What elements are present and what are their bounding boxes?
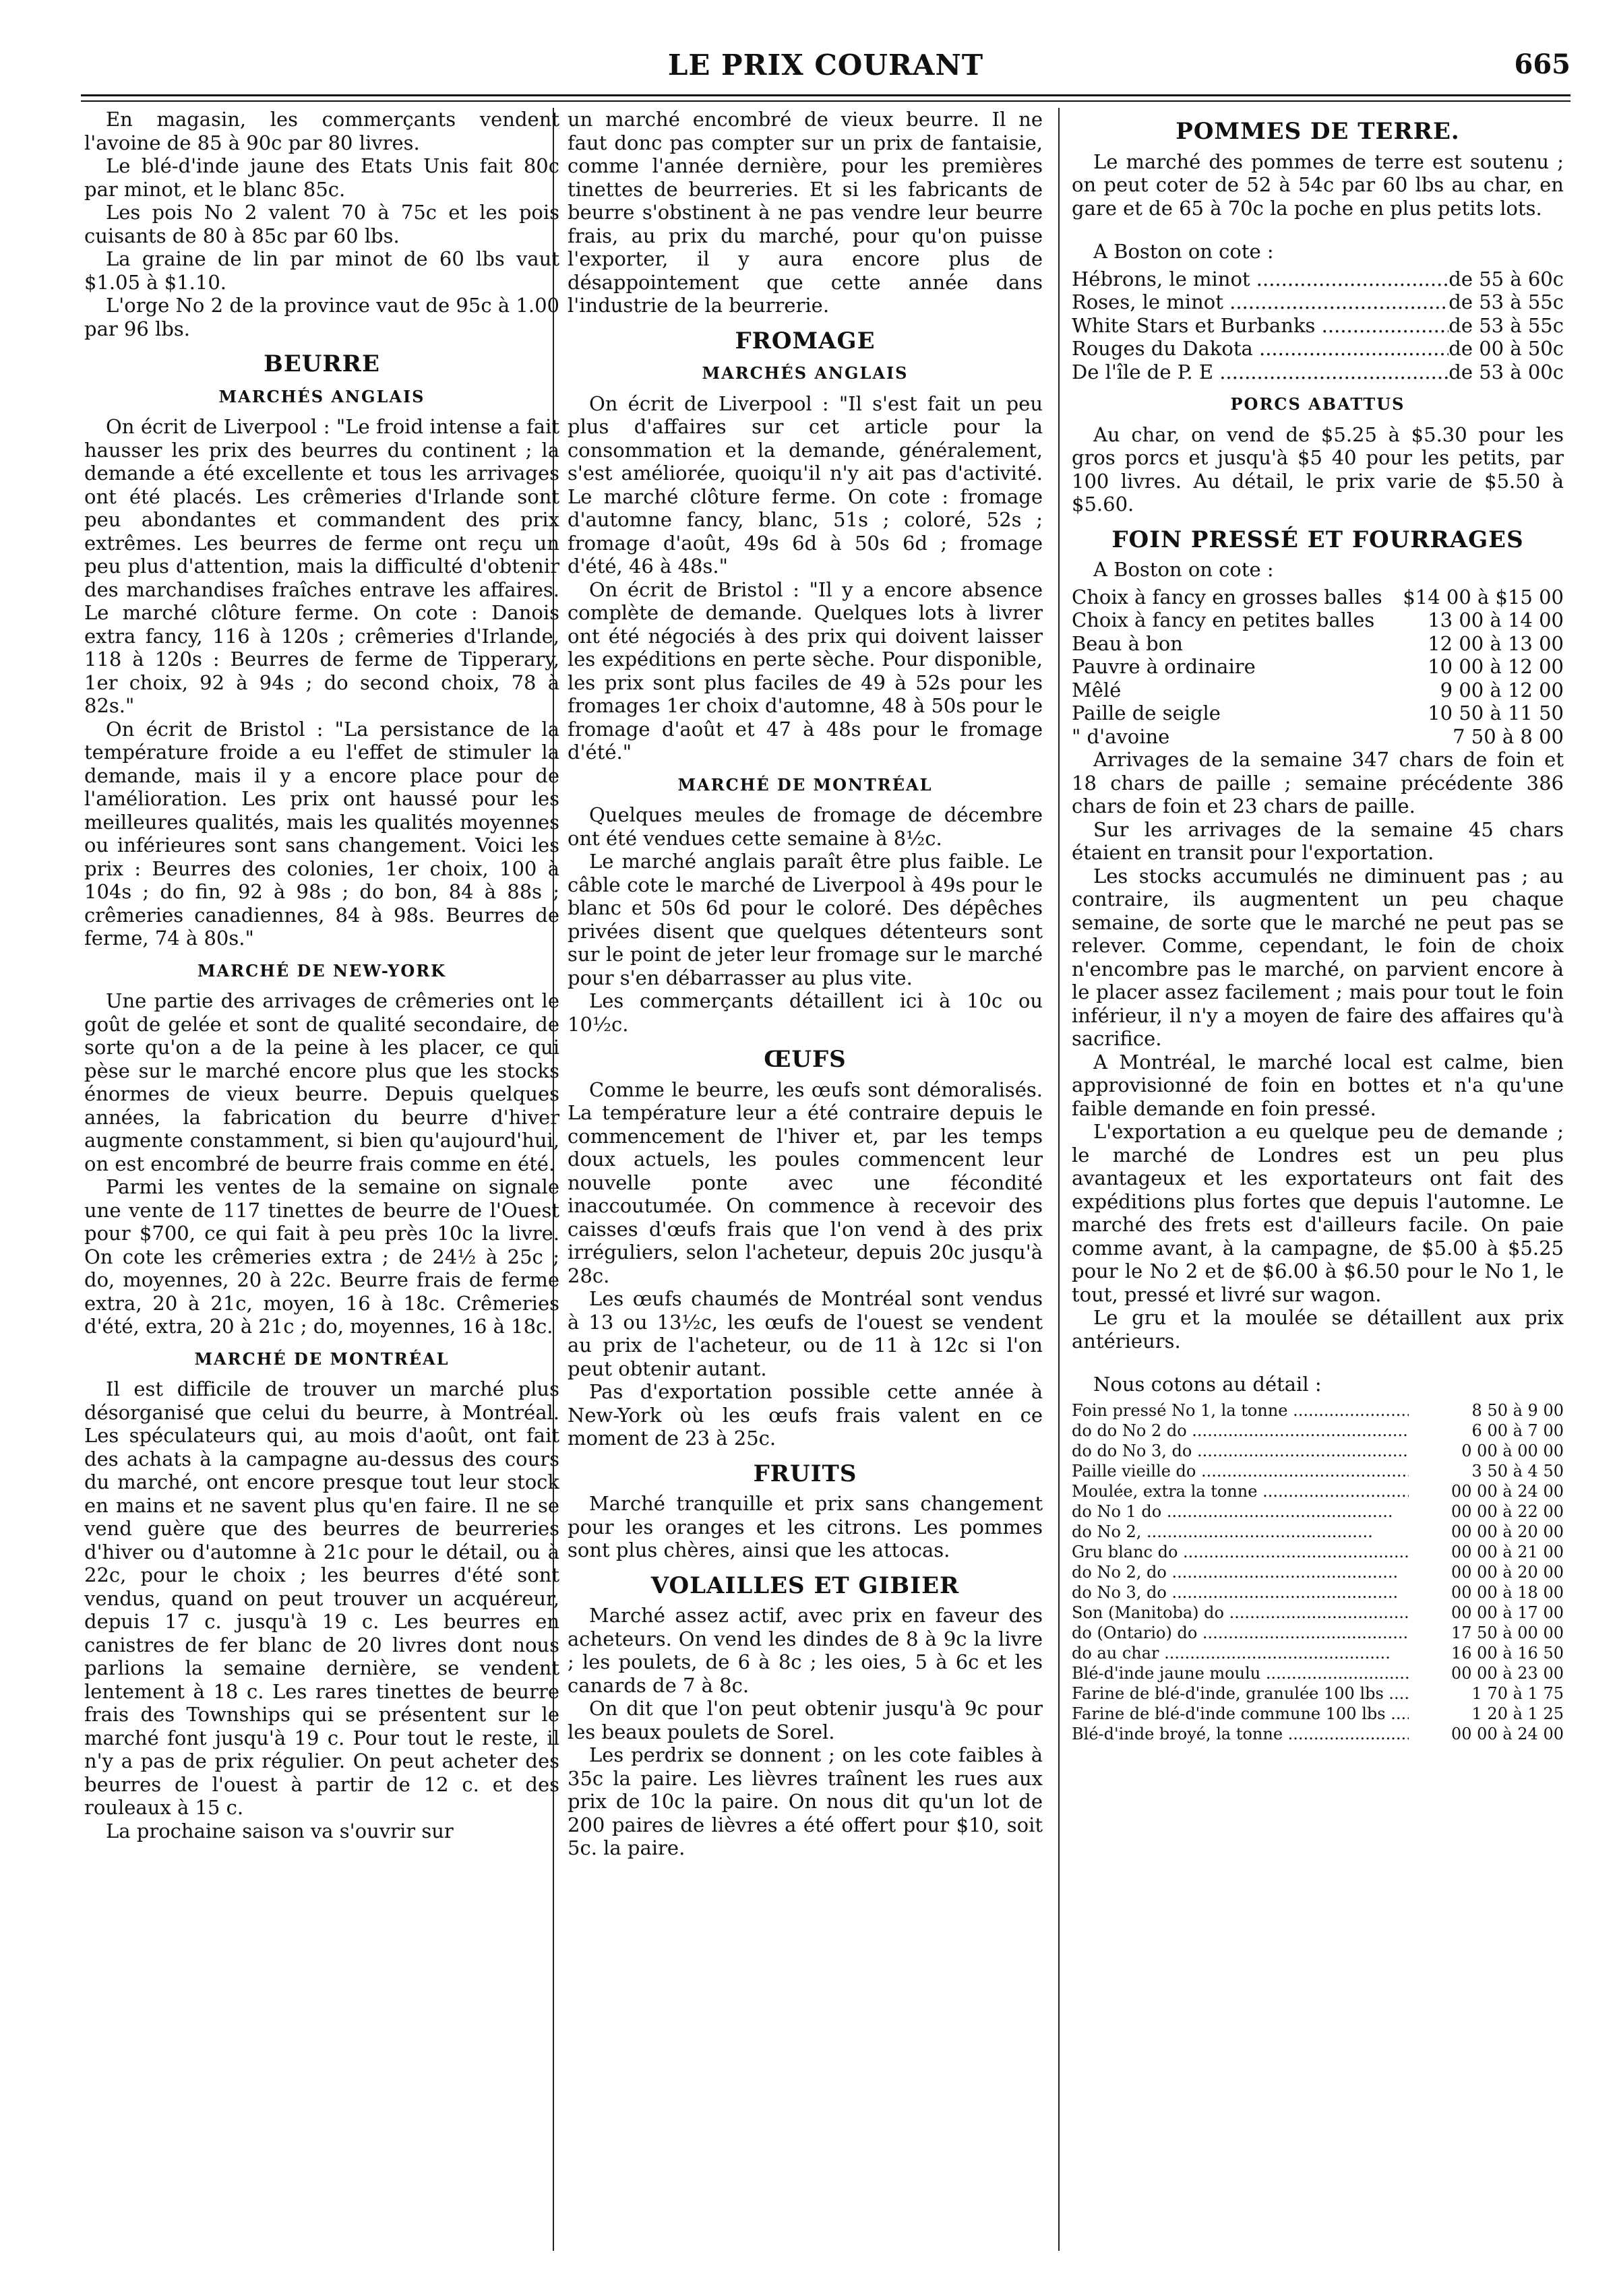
paragraph: Les commerçants détaillent ici à 10c ou 10½c. [568,989,1043,1036]
section-heading-beurre: BEURRE [264,350,380,377]
paragraph: La graine de lin par minot de 60 lbs vaut $1.05 à $1.10. [84,247,559,294]
paragraph: Marché assez actif, avec prix en faveur des acheteurs. On vend les dindes de 8 à 9c la livre ; les poulets, de 6 à 8c ; les oies, 5 à 6c et les canards de 7 à 8c. [568,1604,1043,1697]
detail-label: Nous cotons au détail : [1093,1373,1322,1396]
price-row: " d'avoine 7 50 à 8 00 [1072,724,1564,748]
detail-price-table [1072,1400,1564,1744]
paragraph: Le marché anglais paraît être plus faible. Le câble cote le marché de Liverpool à 49s pour le blanc et 50s 6d pour le coloré. Des dépêches privées disent que quelques détenteurs sont sur le point de jeter leur fromage sur le marché pour s'en débarrasser au plus vite. [568,850,1043,989]
column-2 [568,108,1043,2258]
section-heading-pommes-de-terre: POMMES DE TERRE. [1176,118,1460,145]
paragraph: On écrit de Bristol : "La persistance de la température froide a eu l'effet de stimuler la demande, mais il y a encore place pour de l'amélioration. Les prix ont haussé pour les meilleures qualités, mais les qualités moyennes ou inférieures sont sans changement. Voici les prix : Beurres des colonies, 1er choix, 100 à 104s ; do fin, 92 à 98s ; do bon, 84 à 88s ; crêmeries canadiennes, 84 à 98s. Beurres de ferme, 74 à 80s." [84,717,559,950]
table-row: do No 2, ..... 00 00 à 20 00 [1072,1522,1564,1542]
paragraph: Quelques meules de fromage de décembre ont été vendues cette semaine à 8½c. [568,803,1043,850]
table-row: Son (Manitoba) do ..... 00 00 à 17 00 [1072,1603,1564,1623]
paragraph: Une partie des arrivages de crêmeries ont le goût de gelée et sont de qualité secondaire, de sorte qu'on a de la peine à les placer, ce qui pèse sur le marché encore plus que les stocks énormes de vieux beurre. Depuis quelques années, la fabrication du beurre d'hiver augmente constamment, si bien qu'aujourd'hui, on est encombré de beurre frais comme en été. [84,989,559,1175]
table-row: do au char ..... 16 00 à 16 50 [1072,1643,1564,1663]
boston-label: A Boston on cote : [1093,558,1274,581]
column-divider [1058,108,1060,2251]
paragraph: En magasin, les commerçants vendent l'avoine de 85 à 90c par 80 livres. [84,108,559,154]
table-row: Foin pressé No 1, la tonne ..... 8 50 à 9 00 [1072,1400,1564,1421]
table-row: do (Ontario) do ..... 17 50 à 00 00 [1072,1623,1564,1643]
paragraph: Sur les arrivages de la semaine 45 chars étaient en transit pour l'exportation. [1072,817,1564,864]
paragraph: Arrivages de la semaine 347 chars de foin et 18 chars de paille ; semaine précédente 386 chars de foin et 23 chars de paille. [1072,748,1564,817]
price-row: Roses, le minot ..... de 53 à 55c [1072,290,1564,314]
section-heading-foin: FOIN PRESSÉ ET FOURRAGES [1111,526,1524,553]
price-row: Pauvre à ordinaire 10 00 à 12 00 [1072,655,1564,678]
paragraph: Comme le beurre, les œufs sont démoralisés. La température leur a été contraire depuis le commencement de l'hiver et, par les temps doux actuels, les poules commencent leur nouvelle ponte avec une fécondité inaccoutumée. On commence à recevoir des caisses d'œufs frais que l'on vend à des prix irréguliers, selon l'acheteur, depuis 20c jusqu'à 28c. [568,1078,1043,1287]
price-row: De l'île de P. E ..... de 53 à 00c [1072,361,1564,384]
column-1 [84,108,559,2258]
paragraph: Le marché des pommes de terre est soutenu ; on peut coter de 52 à 54c par 60 lbs au char, en gare et de 65 à 70c la poche en plus petits lots. [1072,150,1564,220]
page-header [81,40,1570,94]
subheading-marche-montreal: MARCHÉ DE MONTRÉAL [677,774,933,795]
pommes-price-list [1072,268,1564,384]
paragraph: On écrit de Liverpool : "Il s'est fait un peu plus d'affaires sur cet article pour la consommation et la demande, généralement, s'est améliorée, quoiqu'il n'y ait pas d'activité. Le marché clôture ferme. On cote : fromage d'automne fancy, blanc, 51s ; coloré, 52s ; fromage d'août, 49s 6d à 50s 6d ; fromage d'été, 46 à 48s." [568,392,1043,578]
subheading-marche-new-york: MARCHÉ DE NEW-YORK [197,960,447,981]
paragraph: L'orge No 2 de la province vaut de 95c à 1.00 par 96 lbs. [84,294,559,340]
newspaper-title: LE PRIX COURANT [667,49,984,82]
paragraph: On dit que l'on peut obtenir jusqu'à 9c pour les beaux poulets de Sorel. [568,1697,1043,1743]
subheading-marches-anglais: MARCHÉS ANGLAIS [702,363,909,383]
table-row: do No 3, do ..... 00 00 à 18 00 [1072,1582,1564,1603]
header-rule [81,94,1570,102]
paragraph: On écrit de Liverpool : "Le froid intense a fait hausser les prix des beurres du continent ; la demande a été excellente et tous les arrivages ont été placés. Les crêmeries d'Irlande sont peu abondantes et commandent des prix extrêmes. Les beurres de ferme ont reçu un peu plus d'attention, mais la difficulté d'obtenir des marchandises fraîches entrave les affaires. Le marché clôture ferme. On cote : Danois extra fancy, 116 à 120s ; crêmeries d'Irlande, 118 à 120s : Beurres de ferme de Tipperary, 1er choix, 92 à 94s ; do second choix, 78 à 82s." [84,415,559,717]
section-heading-fromage: FROMAGE [735,327,876,354]
paragraph: Le gru et la moulée se détaillent aux prix antérieurs. [1072,1306,1564,1353]
table-row: Farine de blé-d'inde commune 100 lbs ..... 1 20 à 1 25 [1072,1704,1564,1724]
table-row: Blé-d'inde jaune moulu ..... 00 00 à 23 00 [1072,1663,1564,1683]
price-row: Hébrons, le minot ..... de 55 à 60c [1072,268,1564,291]
paragraph: La prochaine saison va s'ouvrir sur [106,1819,454,1842]
table-row: Gru blanc do ..... 00 00 à 21 00 [1072,1542,1564,1562]
paragraph: Le blé-d'inde jaune des Etats Unis fait 80c par minot, et le blanc 85c. [84,154,559,201]
boston-label: A Boston on cote : [1093,240,1274,263]
section-heading-fruits: FRUITS [753,1460,857,1487]
subheading-porcs-abattus: PORCS ABATTUS [1230,394,1405,414]
paragraph: L'exportation a eu quelque peu de demande ; le marché de Londres est un peu plus avantageux et les exportateurs ont fait des expéditions plus fortes que depuis l'automne. Le marché des frets est d'ailleurs facile. On paie comme avant, à la campagne, de $5.00 à $5.25 pour le No 2 et de $6.00 à $6.50 pour le No 1, le tout, pressé et livré sur wagon. [1072,1120,1564,1306]
price-row: Paille de seigle 10 50 à 11 50 [1072,702,1564,724]
paragraph: Pas d'exportation possible cette année à New-York où les œufs frais valent en ce moment de 23 à 25c. [568,1380,1043,1450]
table-row: do do No 3, do ..... 0 00 à 00 00 [1072,1441,1564,1461]
foin-price-list [1072,586,1564,749]
paragraph: Marché tranquille et prix sans changement pour les oranges et les citrons. Les pommes sont plus chères, ainsi que les attocas. [568,1492,1043,1561]
paragraph: Les perdrix se donnent ; on les cote faibles à 35c la paire. Les lièvres traînent les rues aux prix de 10c la paire. On nous dit qu'un lot de 200 paires de lièvres a été offert pour $10, soit 5c. la paire. [568,1743,1043,1859]
price-row: Choix à fancy en grosses balles $14 00 à $15 00 [1072,585,1564,609]
price-row: Choix à fancy en petites balles 13 00 à 14 00 [1072,609,1564,631]
table-row: Blé-d'inde broyé, la tonne ..... 00 00 à 24 00 [1072,1724,1564,1744]
table-row: do No 1 do ..... 00 00 à 22 00 [1072,1501,1564,1522]
paragraph: Il est difficile de trouver un marché plus désorganisé que celui du beurre, à Montréal. Les spéculateurs qui, au mois d'août, ont fait des achats à la campagne au-dessus des cours du marché, ont encore presque tout leur stock en mains et ne savent plus qu'en faire. Il ne se vend guère que des beurres de beurreries d'hiver ou d'automne à 21c pour le détail, ou à 22c, pour le choix ; les beurres d'été sont vendus, quand on peut trouver un acquéreur, depuis 17 c. jusqu'à 19 c. Les beurres en canistres de fer blanc de 20 livres dont nous parlions la semaine dernière, se vendent lentement à 18 c. Les rares tinettes de beurre frais des Townships qui se présentent sur le marché font jusqu'à 19 c. Pour tout le reste, il n'y a pas de prix régulier. On peut acheter des beurres de l'ouest à partir de 12 c. et des rouleaux à 15 c. [84,1377,559,1819]
price-row: Mêlé 9 00 à 12 00 [1072,678,1564,702]
paragraph: Les pois No 2 valent 70 à 75c et les pois cuisants de 80 à 85c par 60 lbs. [84,201,559,247]
price-row: Beau à bon 12 00 à 13 00 [1072,631,1564,655]
table-row: Moulée, extra la tonne ..... 00 00 à 24 00 [1072,1481,1564,1501]
table-row: do No 2, do ..... 00 00 à 20 00 [1072,1562,1564,1582]
paragraph: On écrit de Bristol : "Il y a encore absence complète de demande. Quelques lots à livrer ont été négociés à des prix qui doivent laisser les expéditions en perte sèche. Pour disponible, les prix sont plus faciles de 49 à 52s pour les fromages 1er choix d'automne, 48 à 50s pour le fromage d'août et 47 à 48s pour le fromage d'été." [568,578,1043,764]
price-row: Rouges du Dakota ..... de 00 à 50c [1072,337,1564,361]
section-heading-oeufs: ŒUFS [764,1046,847,1073]
paragraph: Les stocks accumulés ne diminuent pas ; au contraire, ils augmentent un peu chaque semaine, de sorte que le marché ne peut pas se relever. Comme, cependant, le foin de choix n'encombre pas le marché, on parvient encore à le placer assez facilement ; mais pour tout le foin inférieur, il n'y a moyen de faire des affaires qu'à sacrifice. [1072,864,1564,1050]
subheading-marches-anglais: MARCHÉS ANGLAIS [218,386,425,406]
table-row: Farine de blé-d'inde, granulée 100 lbs ..... 1 70 à 1 75 [1072,1683,1564,1704]
section-heading-volailles: VOLAILLES ET GIBIER [650,1572,960,1599]
table-row: Paille vieille do ..... 3 50 à 4 50 [1072,1461,1564,1481]
subheading-marche-montreal: MARCHÉ DE MONTRÉAL [194,1348,450,1369]
paragraph: A Montréal, le marché local est calme, bien approvisionné de foin en bottes et n'a qu'une faible demande en foin pressé. [1072,1050,1564,1120]
paragraph: un marché encombré de vieux beurre. Il ne faut donc pas compter sur un prix de fantaisie, comme l'année dernière, pour les premières tinettes de beurreries. Et si les fabricants de beurre s'obstinent à ne pas vendre leur beurre frais, au prix du marché, pour qu'on puisse l'exporter, il y aura encore plus de désappointement que cette année dans l'industrie de la beurrerie. [568,108,1043,317]
table-row: do do No 2 do ..... 6 00 à 7 00 [1072,1421,1564,1441]
page-number: 665 [1514,49,1570,80]
column-3 [1072,108,1564,2258]
paragraph: Les œufs chaumés de Montréal sont vendus à 13 ou 13½c, les œufs de l'ouest se vendent au prix de l'acheteur, ou de 11 à 12c si l'on peut obtenir autant. [568,1287,1043,1380]
paragraph: Parmi les ventes de la semaine on signale une vente de 117 tinettes de beurre de l'Ouest pour $700, ce qui fait à peu près 10c la livre. On cote les crêmeries extra ; de 24½ à 25c ; do, moyennes, 20 à 22c. Beurre frais de ferme extra, 20 à 21c, moyen, 16 à 18c. Crêmeries d'été, extra, 20 à 21c ; do, moyennes, 16 à 18c. [84,1175,559,1338]
paragraph: Au char, on vend de $5.25 à $5.30 pour les gros porcs et jusqu'à $5 40 pour les petits, par 100 livres. Au détail, le prix varie de $5.50 à $5.60. [1072,423,1564,516]
price-row: White Stars et Burbanks ..... de 53 à 55c [1072,314,1564,338]
